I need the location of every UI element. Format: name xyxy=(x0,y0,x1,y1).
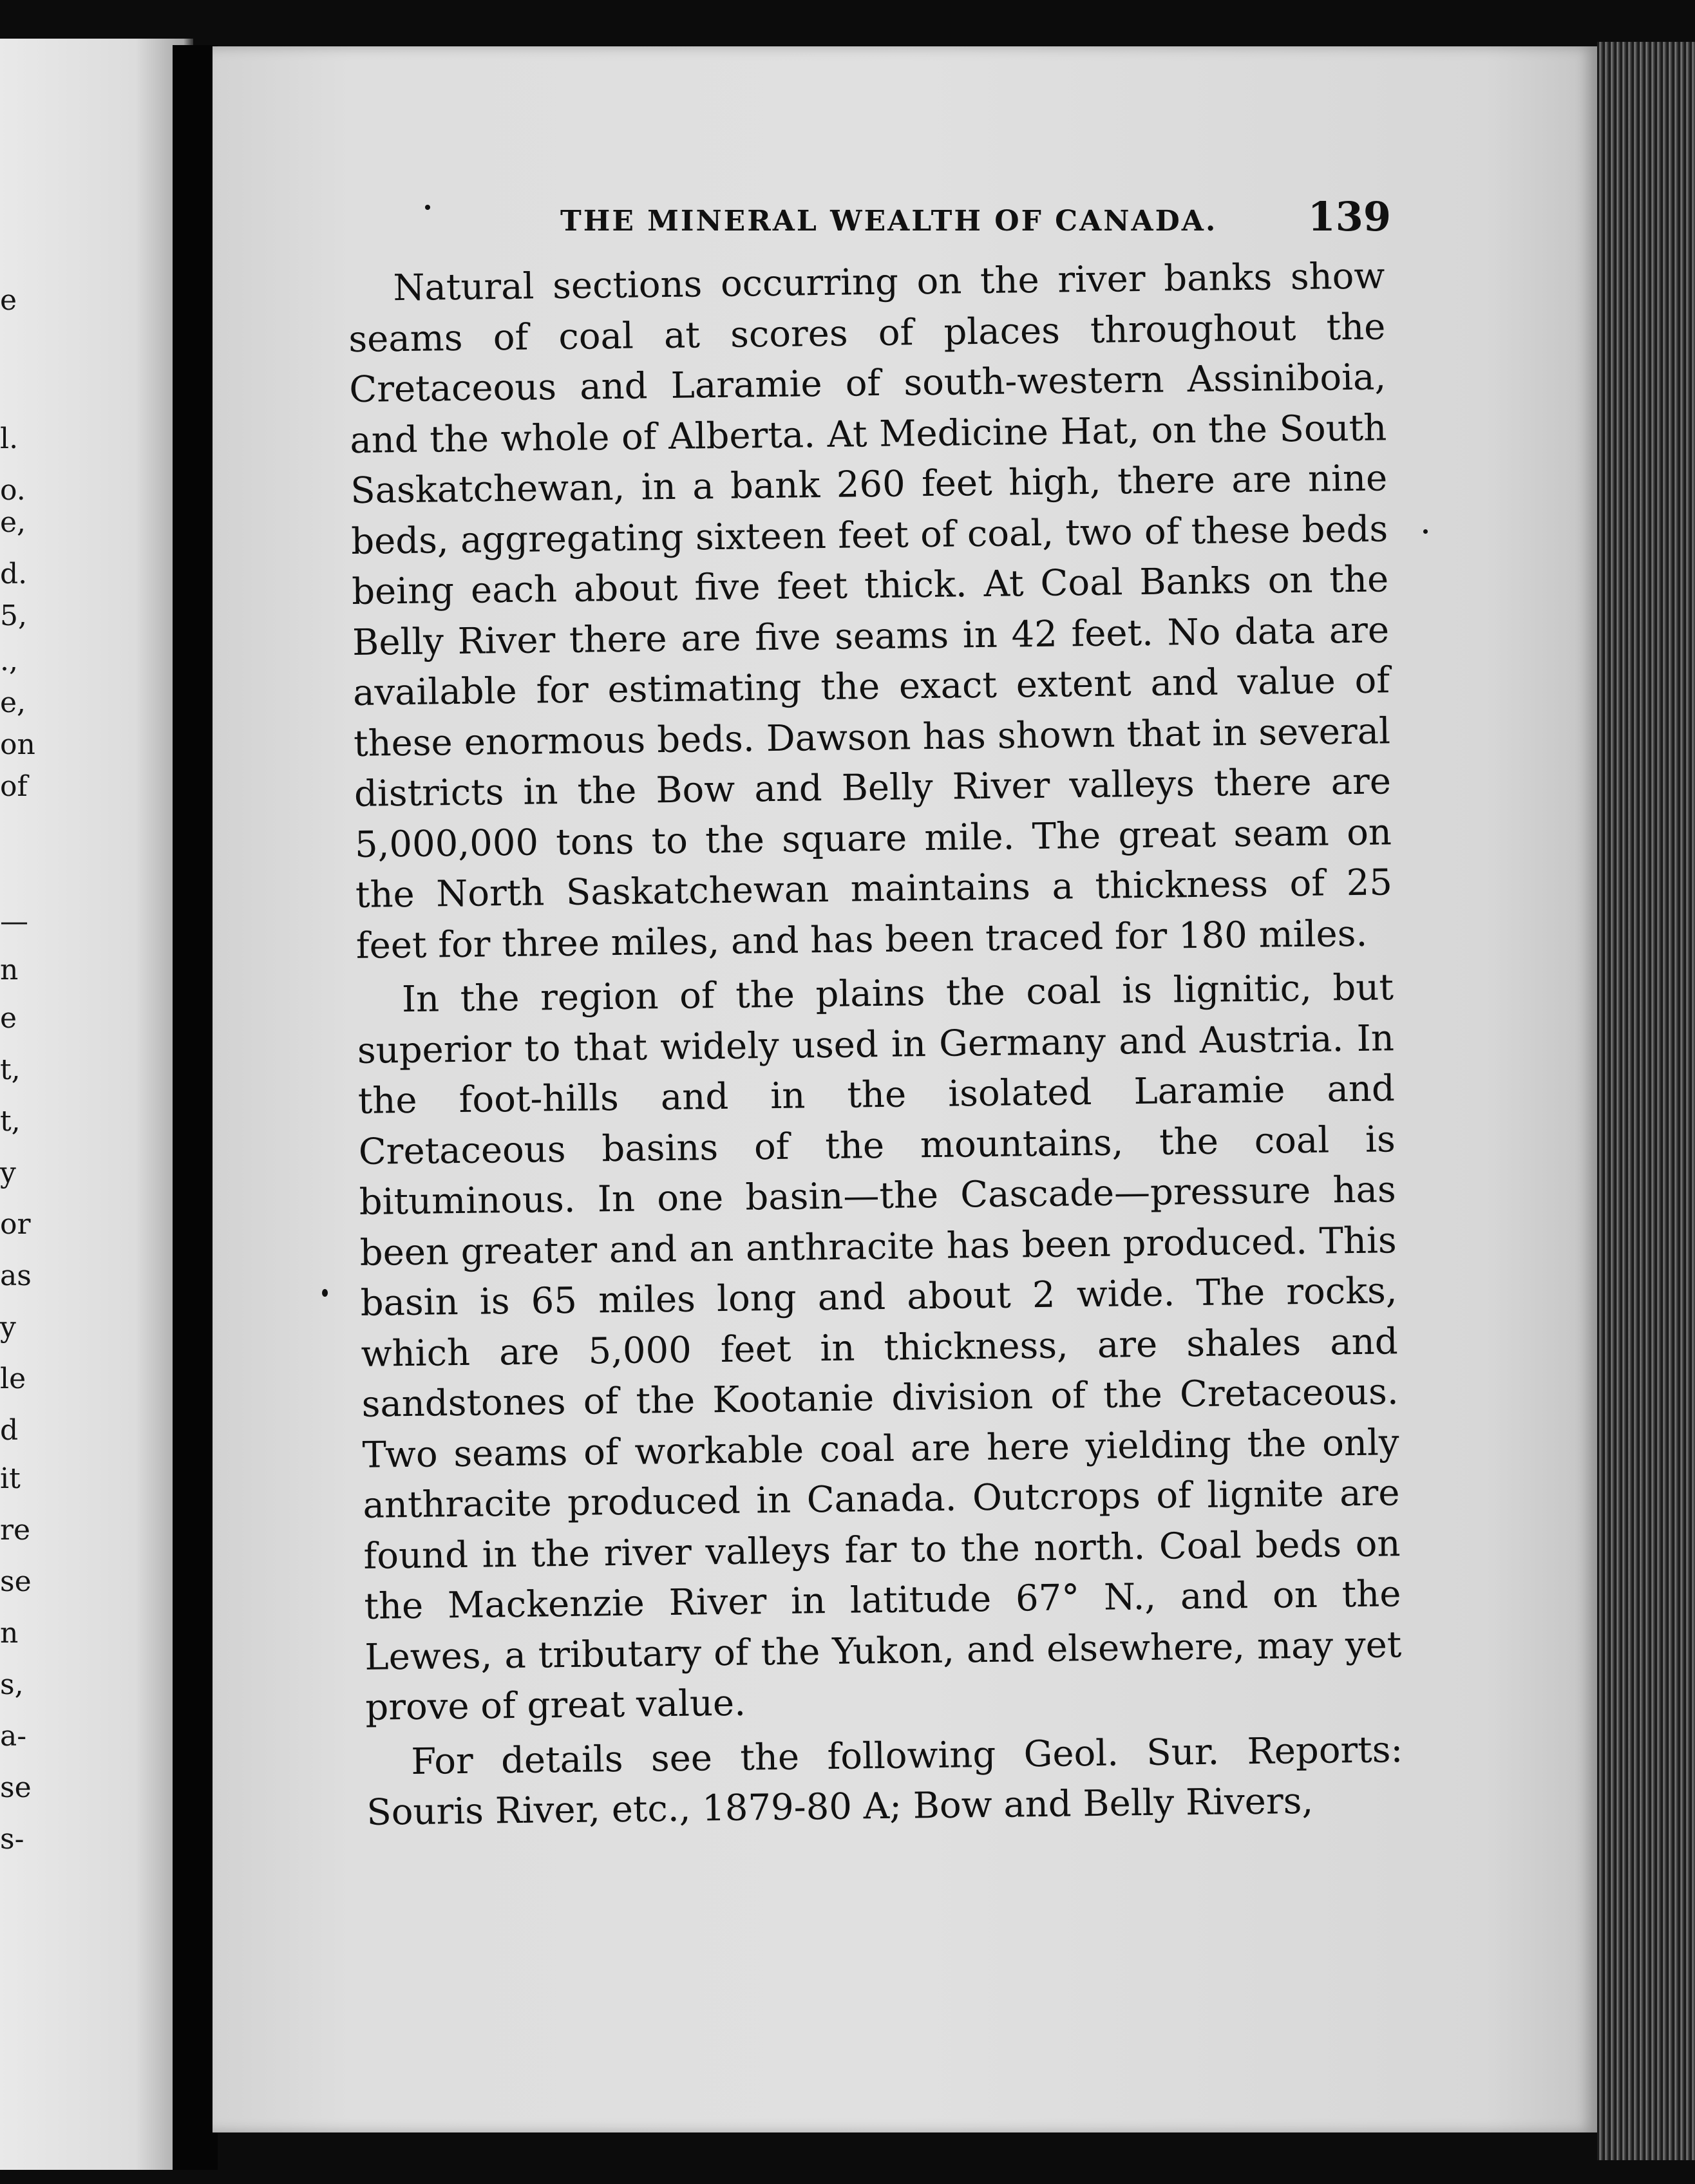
facing-page-fragment: se xyxy=(0,1565,32,1598)
facing-page-fragment: d xyxy=(0,1414,19,1447)
facing-page-fragment: t, xyxy=(0,1053,21,1086)
paragraph-coal-types: In the region of the plains the coal is lignitic, but superior to that widely used in Germany and Austria. In the foot-hills and in the isolated Laramie and Cretaceous basins of the mountains, the coal is bituminous. In one basin—the Cascade—pressure has been greater and an anthracite has been produced. This basin is 65 miles long and about 2 wide. The rocks, which are 5,000 feet in thickness, are shales and sandstones of the Kootanie division of the Cretaceous. Two seams of workable coal are here yielding the only anthracite produced in Canada. Outcrops of lignite are found in the river valleys far to the north. Coal beds on the Mackenzie River in latitude 67° N., and on the Lewes, a tributary of the Yukon, and elsewhere, may yet prove of great value. xyxy=(357,966,1402,1729)
facing-page-fragment: 5, xyxy=(0,599,27,632)
facing-page-fragment: or xyxy=(0,1208,31,1241)
facing-page-fragment: as xyxy=(0,1259,32,1292)
dust-speck xyxy=(425,205,430,210)
body-text xyxy=(348,251,1404,1842)
facing-page-fragment: d. xyxy=(0,558,28,590)
book-gutter xyxy=(173,45,218,2170)
facing-page-fragment: y xyxy=(0,1311,16,1344)
facing-page-fragment: t, xyxy=(0,1105,21,1138)
facing-page-fragment: se xyxy=(0,1771,32,1804)
facing-page-fragment: l. xyxy=(0,422,19,455)
facing-page-fragment: of xyxy=(0,770,28,803)
facing-page-fragment: — xyxy=(0,905,28,938)
facing-page-fragment: re xyxy=(0,1514,31,1547)
facing-page-fragment: on xyxy=(0,728,35,761)
facing-page-fragment: ., xyxy=(0,645,18,677)
facing-page-fragment: y xyxy=(0,1156,16,1189)
facing-page-fragment: e xyxy=(0,1002,17,1035)
page-edges xyxy=(1597,42,1695,2160)
facing-page-fragment: n xyxy=(0,954,19,986)
facing-page xyxy=(0,39,193,2170)
running-head: THE MINERAL WEALTH OF CANADA. xyxy=(560,205,1218,238)
facing-page-fragment: a- xyxy=(0,1720,27,1753)
facing-page-fragment: it xyxy=(0,1462,21,1495)
facing-page-fragment: e xyxy=(0,284,17,317)
facing-page-fragment: le xyxy=(0,1362,26,1395)
facing-page-fragment: n xyxy=(0,1617,19,1650)
facing-page-fragment: s- xyxy=(0,1823,24,1856)
dust-speck xyxy=(1423,529,1428,534)
dust-speck xyxy=(322,1289,328,1297)
paragraph-coal-seams: Natural sections occurring on the river banks show seams of coal at scores of places throughout the Cretaceous and Laramie of south-western Assiniboia, and the whole of Alberta. At Medicine Hat, on the South Saskatchewan, in a bank 260 feet high, there are nine beds, aggregating sixteen feet of coal, two of these beds being each about five feet thick. At Coal Banks on the Belly River there are five seams in 42 feet. No data are available for estimating the exact extent and value of these enormous beds. Dawson has shown that in several districts in the Bow and Belly River valleys there are 5,000,000 tons to the square mile. The great seam on the North Saskatchewan maintains a thickness of 25 feet for three miles, and has been traced for 180 miles. xyxy=(348,255,1393,967)
facing-page-fragment: o. xyxy=(0,474,26,507)
facing-page-fragment: e, xyxy=(0,686,26,719)
facing-page-fragment: e, xyxy=(0,506,26,539)
page-number: 139 xyxy=(1307,193,1391,240)
page-header xyxy=(560,193,1391,251)
facing-page-fragment: s, xyxy=(0,1668,24,1701)
paragraph-references: For details see the following Geol. Sur. Reports: Souris River, etc., 1879-80 A; Bow and Belly Rivers, xyxy=(366,1728,1403,1834)
